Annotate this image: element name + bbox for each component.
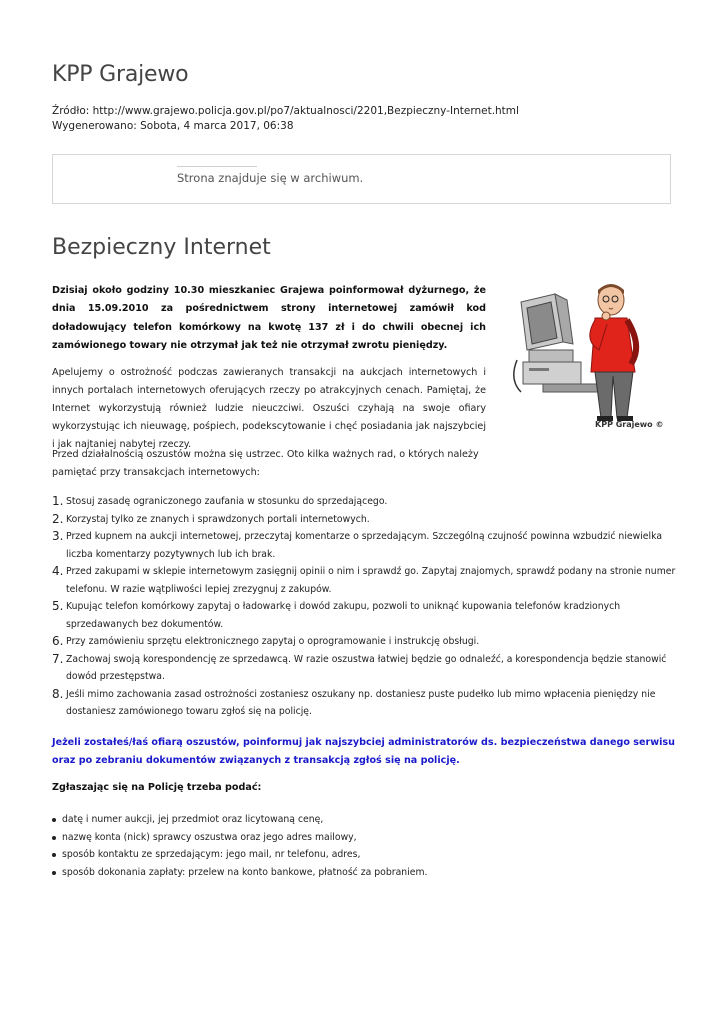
document-meta: [52, 104, 519, 134]
source-url: Źródło: http://www.grajewo.policja.gov.pl/po7/aktualnosci/2201,Bezpieczny-Internet.html: [52, 105, 519, 117]
list-item: 6. Przy zamówieniu sprzętu elektronicznego zapytaj o oprogramowanie i instrukcję obsługi.: [52, 634, 480, 648]
archive-notice-box: [52, 154, 671, 204]
report-requirements-list: [52, 811, 672, 881]
report-heading: Zgłaszając się na Policję trzeba podać:: [52, 782, 262, 793]
safety-tips-list: [52, 493, 680, 721]
list-item: 1. Stosuj zasadę ograniczonego zaufania w stosunku do sprzedającego.: [52, 494, 388, 508]
list-item: datę i numer aukcji, jej przedmiot oraz licytowaną cenę,: [52, 811, 672, 829]
person-figure: [590, 284, 636, 421]
list-item: sposób dokonania zapłaty: przelew na konto bankowe, płatność za pobraniem.: [52, 864, 672, 882]
article-illustration: [503, 280, 673, 430]
article-lead: Dzisiaj około godziny 10.30 mieszkaniec Grajewa poinformował dyżurnego, że dnia 15.09.2010 za pośrednictwem strony internetowej zamówił kod doładowujący telefon komórkowy na kwotę 137 zł i do chwili obecnej ich zamówionego towary nie otrzymał jak też nie otrzymał zwrotu pieniędzy.: [52, 285, 486, 351]
list-item: 7. Zachowaj swoją korespondencję ze sprzedawcą. W razie oszustwa łatwiej będzie go odnaleźć, a korespondencja będzie stanowić dowód przestępstwa.: [52, 651, 667, 682]
article-paragraph-warning: Apelujemy o ostrożność podczas zawieranych transakcji na aukcjach internetowych i innych portalach internetowych oferujących rzeczy po atrakcyjnych cenach. Pamiętaj, że Internet wykorzystują również ludzie nieuczciwi. Oszuści czyhają na swoje ofiary wykorzystując ich nieuwagę, pośpiech, podekscytowanie i chęć posiadania jak najszybciej i jak najtaniej nabytej rzeczy.: [52, 367, 486, 450]
list-item: sposób kontaktu ze sprzedającym: jego mail, nr telefonu, adres,: [52, 846, 672, 864]
list-item: 3. Przed kupnem na aukcji internetowej, przeczytaj komentarze o sprzedającym. Szczególną czujność powinna wzbudzić niewielka liczba komentarzy pozytywnych lub ich brak.: [52, 529, 663, 560]
article-title: Bezpieczny Internet: [52, 235, 271, 260]
list-item: 4. Przed zakupami w sklepie internetowym zasięgnij opinii o nim i sprawdź go. Zapytaj znajomych, sprawdź podany na stronie numer telefonu. W razie wątpliwości lepiej zrezygnuj z zakupów.: [52, 564, 676, 595]
illustration-caption: KPP Grajewo ©: [595, 420, 664, 429]
list-item: nazwę konta (nick) sprawcy oszustwa oraz jego adres mailowy,: [52, 829, 672, 847]
list-item: 5. Kupując telefon komórkowy zapytaj o ładowarkę i dowód zakupu, pozwoli to uniknąć kupowania telefonów kradzionych sprzedawanych bez dokumentów.: [52, 599, 621, 630]
archive-notice: Strona znajduje się w archiwum.: [177, 171, 364, 185]
generated-date: Wygenerowano: Sobota, 4 marca 2017, 06:38: [52, 120, 294, 132]
victim-alert: Jeżeli zostałeś/łaś ofiarą oszustów, poinformuj jak najszybciej administratorów ds. bezpieczeństwa danego serwisu oraz po zebraniu dokumentów związanych z transakcją zgłoś się na policję.: [52, 737, 675, 766]
archive-divider: [177, 166, 257, 167]
list-item: 8. Jeśli mimo zachowania zasad ostrożności zostaniesz oszukany np. dostaniesz puste pudełko lub mimo wpłacenia pieniędzy nie dostaniesz zamówionego towaru zgłoś się na policję.: [52, 686, 656, 717]
article-paragraph-intro: Przed działalnością oszustów można się ustrzec. Oto kilka ważnych rad, o których należy pamiętać przy transakcjach internetowych:: [52, 449, 479, 478]
site-title: KPP Grajewo: [52, 62, 189, 87]
list-item: 2. Korzystaj tylko ze znanych i sprawdzonych portali internetowych.: [52, 511, 370, 526]
computer-icon: [514, 294, 603, 392]
